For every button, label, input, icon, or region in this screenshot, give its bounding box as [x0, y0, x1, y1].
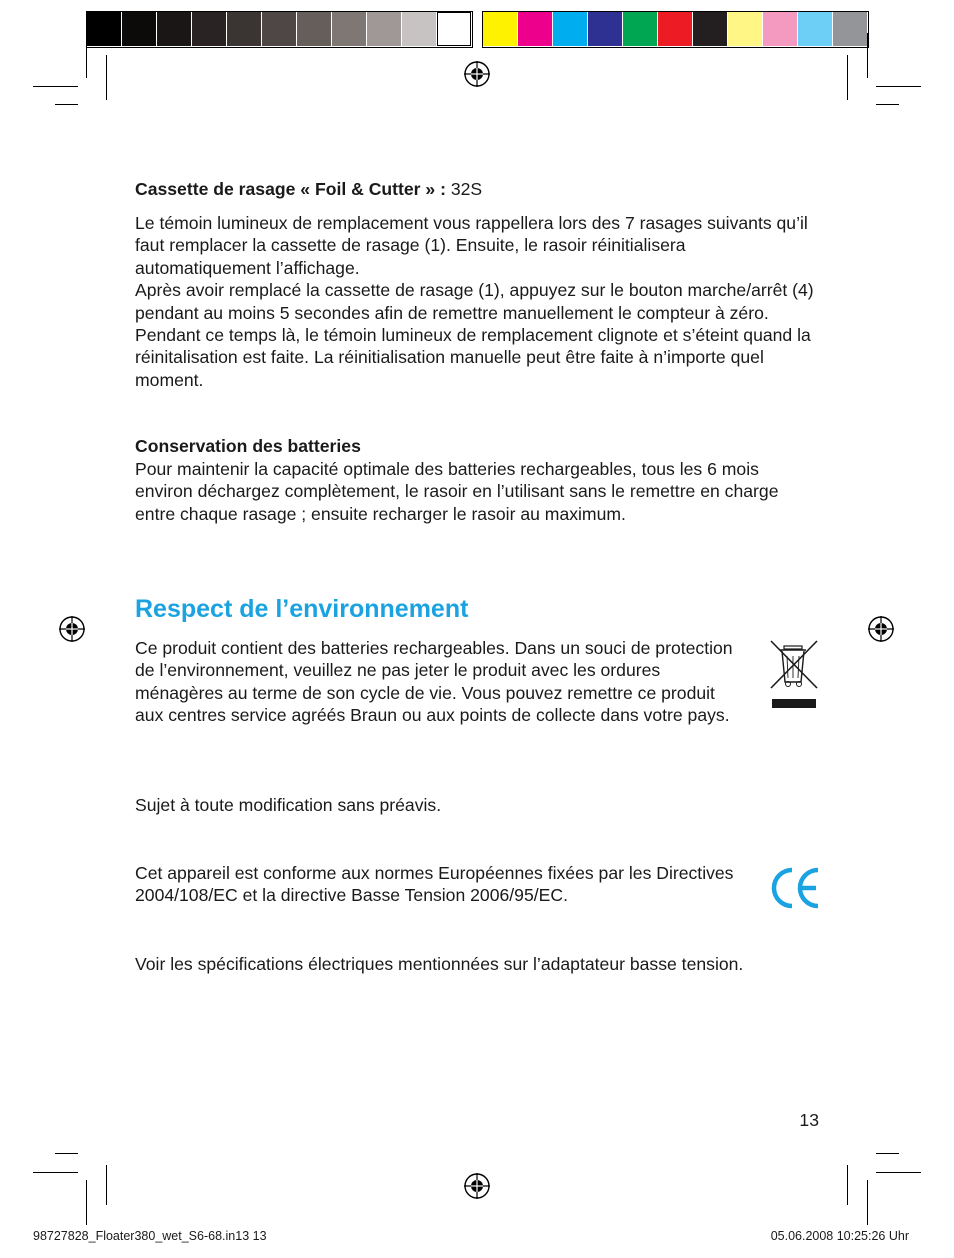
color-bar-frame [482, 11, 869, 48]
crop-mark [55, 1153, 78, 1154]
registration-mark-icon [463, 60, 491, 88]
registration-mark-icon [867, 615, 895, 643]
crop-mark [33, 86, 78, 87]
voltage-note: Voir les spécifications électriques mentionnées sur l’adaptateur basse tension. [135, 954, 744, 974]
crop-mark [876, 104, 899, 105]
environment-text: Ce produit contient des batteries rechargeables. Dans un souci de protection de l’environnement, veuillez ne pas jeter le produit avec les ordures ménagères au terme de son cycle de vie. Vous pouvez remettre ce produit aux centres service agréés Braun ou aux points de collecte dans votre pays. [135, 638, 733, 726]
crop-mark [106, 1165, 107, 1205]
weee-crossed-bin-icon [768, 638, 820, 710]
reset-paragraph: Après avoir remplacé la cassette de rasage (1), appuyez sur le bouton marche/arrêt (4) pendant au moins 5 secondes afin de remettre manuellement le compteur à zéro. [135, 280, 814, 323]
ce-mark-icon [768, 864, 822, 912]
cassette-value: 32S [445, 179, 483, 199]
page-number: 13 [799, 1110, 819, 1130]
registration-mark-icon [463, 1172, 491, 1200]
color-bar-frame [86, 11, 473, 48]
conformity-text: Cet appareil est conforme aux normes Européennes fixées par les Directives 2004/108/EC et la directive Basse Tension 2006/95/EC. [135, 863, 734, 906]
crop-mark [33, 1172, 78, 1173]
crop-mark [55, 104, 78, 105]
crop-mark [106, 55, 107, 100]
modification-notice: Sujet à toute modification sans préavis. [135, 795, 442, 815]
crop-mark [867, 33, 868, 78]
cassette-label: Cassette de rasage « Foil & Cutter » : [135, 179, 446, 199]
battery-heading: Conservation des batteries [135, 436, 361, 456]
crop-mark [876, 1153, 899, 1154]
crop-mark [867, 1180, 868, 1225]
blink-paragraph: Pendant ce temps là, le témoin lumineux de remplacement clignote et s’éteint quand la réinitalisation est faite. La réinitialisation manuelle peut être faite à n’importe quel moment. [135, 325, 811, 390]
replacement-paragraph: Le témoin lumineux de remplacement vous rappellera lors des 7 rasages suivants qu’il faut remplacer la cassette de rasage (1). Ensuite, le rasoir réinitialisera automatiquement l’affichage. [135, 213, 808, 278]
crop-mark [876, 1172, 921, 1173]
slug-timestamp: 05.06.2008 10:25:26 Uhr [770, 1229, 909, 1243]
crop-mark [847, 1165, 848, 1205]
registration-mark-icon [58, 615, 86, 643]
slug-file-info: 98727828_Floater380_wet_S6-68.in13 13 [33, 1229, 267, 1243]
replacement-text [135, 212, 815, 391]
crop-mark [86, 1180, 87, 1225]
environment-heading: Respect de l’environnement [135, 595, 469, 623]
crop-mark [876, 86, 921, 87]
battery-text: Pour maintenir la capacité optimale des batteries rechargeables, tous les 6 mois environ déchargez complètement, le rasoir en l’utilisant sans le remettre en charge entre chaque rasage ; ensuite recharger le rasoir au maximum. [135, 459, 779, 524]
crop-mark [86, 33, 87, 78]
cassette-line [135, 178, 825, 200]
crop-mark [847, 55, 848, 100]
